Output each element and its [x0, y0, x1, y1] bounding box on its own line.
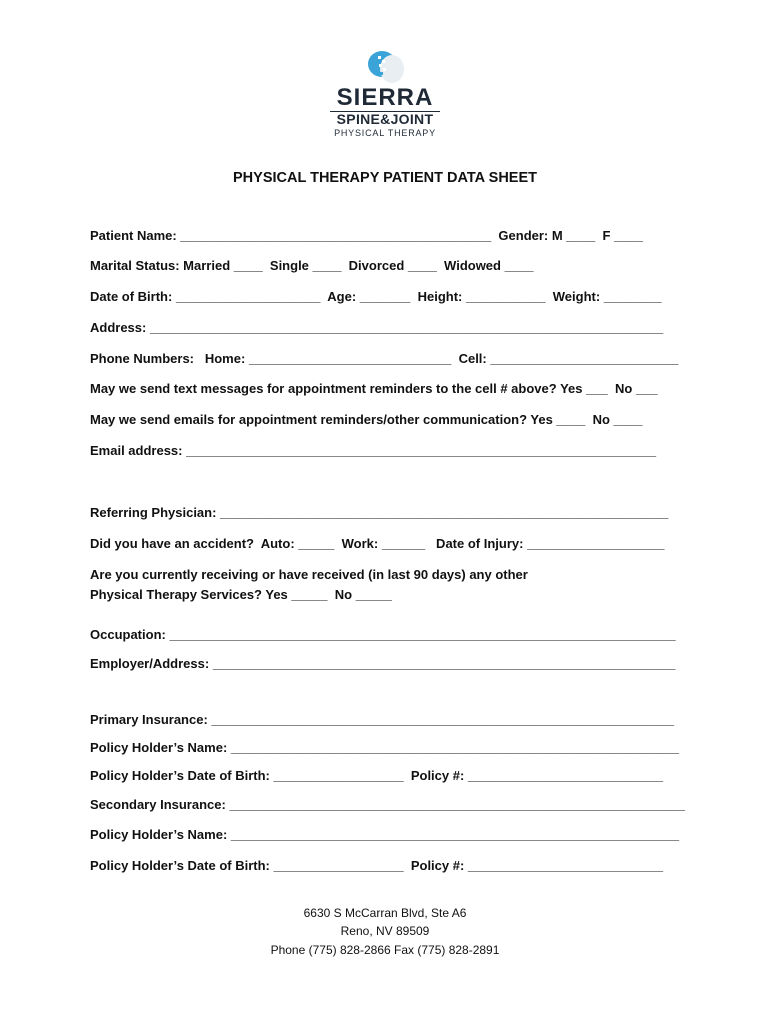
text-consent-field[interactable]: May we send text messages for appointment reminders to the cell # above? Yes ___ No ___ — [90, 381, 658, 396]
primary-insurance-field[interactable]: Primary Insurance: ________________________________________________________________ — [90, 712, 675, 727]
patient-name-field[interactable]: Patient Name: ___________________________________________ Gender: M ____ F ____ — [90, 228, 643, 243]
email-consent-field[interactable]: May we send emails for appointment reminders/other communication? Yes ____ No ____ — [90, 412, 643, 427]
pt-services-question: Are you currently receiving or have received (in last 90 days) any other — [90, 567, 528, 582]
policy-holder-name-field[interactable]: Policy Holder’s Name: ______________________________________________________________ — [90, 740, 680, 755]
logo — [328, 48, 442, 140]
marital-status-field[interactable]: Marital Status: Married ____ Single ____ Divorced ____ Widowed ____ — [90, 258, 534, 273]
phone-numbers-field[interactable]: Phone Numbers: Home: ____________________________ Cell: __________________________ — [90, 351, 679, 366]
pt-services-field[interactable]: Physical Therapy Services? Yes _____ No _____ — [90, 587, 392, 602]
secondary-insurance-field[interactable]: Secondary Insurance: _______________________________________________________________ — [90, 797, 685, 812]
secondary-policy-holder-dob-field[interactable]: Policy Holder’s Date of Birth: __________________ Policy #: ___________________________ — [90, 858, 664, 873]
logo-line1: SIERRA — [336, 84, 434, 111]
accident-field[interactable]: Did you have an accident? Auto: _____ Work: ______ Date of Injury: ___________________ — [90, 536, 665, 551]
page-title: PHYSICAL THERAPY PATIENT DATA SHEET — [233, 170, 537, 186]
logo-line3: PHYSICAL THERAPY — [334, 128, 436, 138]
referring-physician-field[interactable]: Referring Physician: ______________________________________________________________ — [90, 505, 669, 520]
date-of-birth-field[interactable]: Date of Birth: ____________________ Age: _______ Height: ___________ Weight: ________ — [90, 289, 662, 304]
spine-logo-icon — [365, 48, 405, 88]
address-field[interactable]: Address: _______________________________________________________________________ — [90, 320, 664, 335]
footer-phone-fax: Phone (775) 828-2866 Fax (775) 828-2891 — [270, 943, 500, 957]
logo-line2: SPINE&JOINT — [336, 111, 434, 127]
secondary-policy-holder-name-field[interactable]: Policy Holder’s Name: ______________________________________________________________ — [90, 827, 680, 842]
footer-address1: 6630 S McCarran Blvd, Ste A6 — [303, 906, 467, 920]
footer-address2: Reno, NV 89509 — [340, 924, 430, 938]
occupation-field[interactable]: Occupation: ______________________________________________________________________ — [90, 627, 676, 642]
employer-address-field[interactable]: Employer/Address: ________________________________________________________________ — [90, 656, 676, 671]
email-address-field[interactable]: Email address: _________________________________________________________________ — [90, 443, 657, 458]
policy-holder-dob-field[interactable]: Policy Holder’s Date of Birth: __________________ Policy #: ___________________________ — [90, 768, 664, 783]
